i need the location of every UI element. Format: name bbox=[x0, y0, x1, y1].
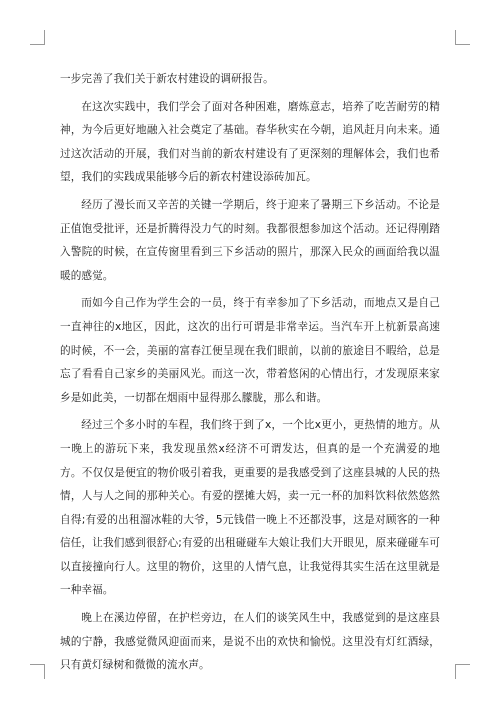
crop-mark-top-right bbox=[455, 30, 470, 45]
document-body bbox=[60, 68, 440, 682]
paragraph-4: 而如今自己作为学生会的一员，终于有幸参加了下乡活动，而地点又是自己一直神往的x地区，因此，这次的出行可谓是非常幸运。当汽车开上杭新景高速的时候，不一会，美丽的富春江便呈现在我们眼前，以前的旅途目不暇给，总是忘了看看自己家乡的美丽风光。而这一次，带着悠闲的心情出行，才发现原来家乡是如此美，一切都在烟雨中显得那么朦胧，那么和谐。 bbox=[60, 297, 440, 404]
paragraph-3: 经历了漫长而又辛苦的关键一学期后，终于迎来了暑期三下乡活动。不论是正值饱受批评，还是折腾得没力气的时刻。我都很想参加这个活动。还记得刚踏入警院的时候，在宣传窗里看到三下乡活动的照片，那深入民众的画面给我以温暖的感觉。 bbox=[60, 198, 440, 282]
paragraph-5: 经过三个多小时的车程，我们终于到了x，一个比x更小，更热情的地方。从一晚上的游玩下来，我发现虽然x经济不可谓发达，但真的是一个充满爱的地方。不仅仅是便宜的物价吸引着我，更重要的是我感受到了这座县城的人民的热情，人与人之间的那种关心。有爱的摆摊大妈，卖一元一杯的加料饮料依然悠然自得;有爱的出租溜冰鞋的大爷，5元钱借一晚上不还都没事，这是对顾客的一种信任，让我们感到很舒心;有爱的出租碰碰车大娘让我们大开眼见，原来碰碰车可以直接撞向行人。这里的物价，这里的人情气息，让我觉得其实生活在这里就是一种幸福。 bbox=[60, 419, 440, 597]
crop-mark-bottom-right bbox=[455, 664, 470, 679]
crop-mark-bottom-left bbox=[30, 664, 45, 679]
paragraph-6: 晚上在溪边停留，在护栏旁边，在人们的谈笑风生中，我感觉到的是这座县城的宁静，我感觉微风迎面而来，是说不出的欢快和愉悦。这里没有灯红酒绿，只有黄灯绿树和微微的流水声。 bbox=[60, 612, 440, 672]
paragraph-1: 一步完善了我们关于新农村建设的调研报告。 bbox=[60, 73, 274, 85]
paragraph-2: 在这次实践中，我们学会了面对各种困难，磨炼意志，培养了吃苦耐劳的精神，为今后更好地融入社会奠定了基础。春华秋实在今朝，追风赶月向未来。通过这次活动的开展，我们对当前的新农村建设有了更深刻的理解体会，我们也希望，我们的实践成果能够今后的新农村建设添砖加瓦。 bbox=[60, 100, 440, 184]
crop-mark-top-left bbox=[30, 30, 45, 45]
